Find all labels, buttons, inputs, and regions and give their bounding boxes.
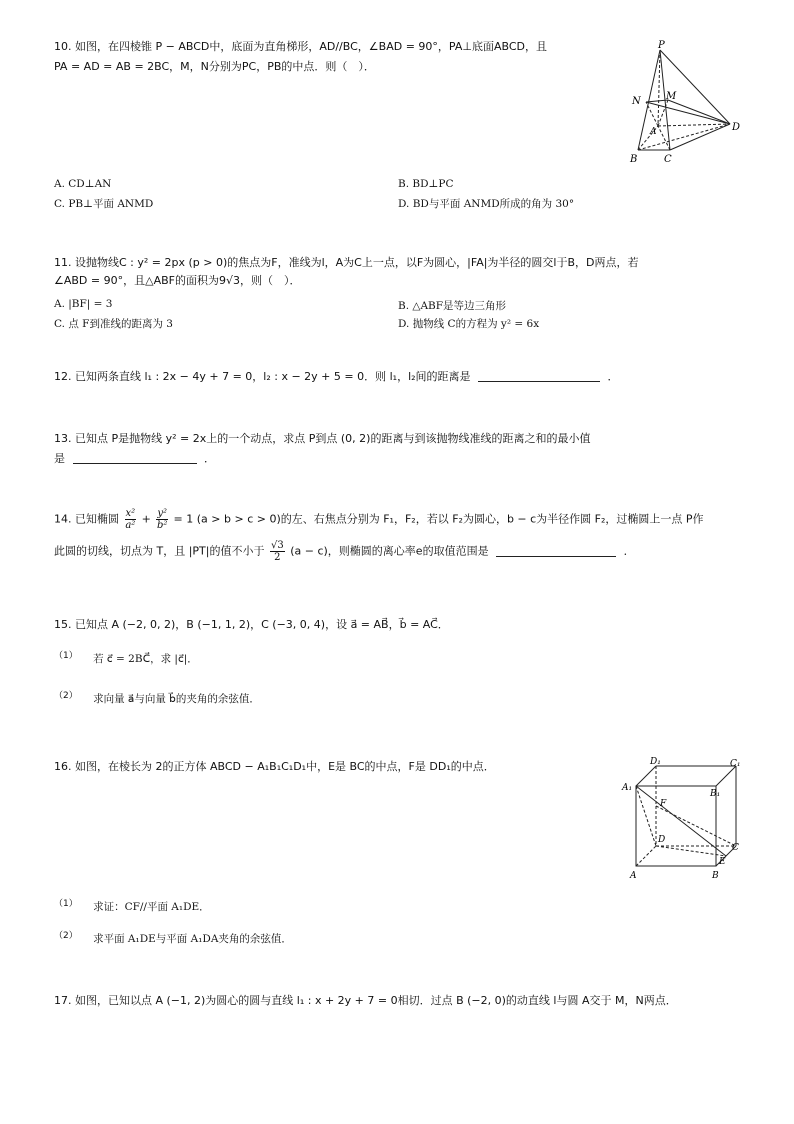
q10-option-c: C. PB⊥平面 ANMD <box>54 198 154 210</box>
q14-line1a: 14. 已知椭圆 <box>54 512 119 526</box>
pyramid-figure <box>622 38 746 168</box>
q17-stem: 17. 如图，已知以点 A (−1, 2)为圆心的圆与直线 l₁ : x + 2y + 7 = 0相切．过点 B (−2, 0)的动直线 l与圆 A交于 M，N两点． <box>54 994 677 1007</box>
q11-stem-line1: 11. 设抛物线C : y² = 2px (p > 0)的焦点为F，准线为l，A为C上一点，以F为圆心，|FA|为半径的圆交l于B，D两点，若 <box>54 256 639 269</box>
q13-stem-line1: 13. 已知点 P是抛物线 y² = 2x上的一个动点，求点 P到点 (0, 2)的距离与到该抛物线准线的距离之和的最小值 <box>54 432 591 445</box>
q11-option-c: C. 点 F到准线的距离为 3 <box>54 318 173 330</box>
q11-option-b: B. △ABF是等边三角形 <box>398 300 507 312</box>
q15-part2-number: （2） <box>54 691 78 701</box>
q14-fraction-x <box>125 508 137 531</box>
label-M: M <box>666 91 677 102</box>
label-B: B <box>630 154 638 165</box>
q14-frac1-num: x² <box>125 508 136 519</box>
q14-line2b: (a − c)，则椭圆的离心率e的取值范围是 <box>290 544 489 558</box>
label-E: E <box>719 857 726 867</box>
label-D: D <box>658 835 666 845</box>
label-B: B <box>712 871 719 880</box>
q14-stem-line1 <box>54 508 704 531</box>
q12-end: ． <box>607 370 619 383</box>
q15-part1 <box>54 648 198 666</box>
q14-frac1-den: a² <box>125 520 136 531</box>
q14-frac3-num: √3 <box>270 540 284 551</box>
label-P: P <box>658 40 665 51</box>
q15-part1-number: （1） <box>54 651 78 661</box>
label-B1: B₁ <box>710 789 721 799</box>
q12-stem <box>54 366 744 388</box>
q16-part2 <box>54 928 292 946</box>
q14-answer-blank[interactable] <box>496 545 616 557</box>
q13-end: ． <box>204 452 215 465</box>
q14-frac3-den: 2 <box>274 552 281 563</box>
q16-part1-text: 求证：CF//平面 A₁DE． <box>93 901 210 913</box>
q13-line2-text: 是 <box>54 452 65 465</box>
q16-part2-number: （2） <box>54 931 78 941</box>
q14-line1b: = 1 (a > b > c > 0)的左、右焦点分别为 F₁，F₂，若以 F₂为圆心，b − c为半径作圆 F₂，过椭圆上一点 P作 <box>173 512 704 526</box>
q11-option-a: A. |BF| = 3 <box>54 298 113 310</box>
label-A: A <box>650 127 657 137</box>
label-C: C <box>732 843 739 853</box>
q12-answer-blank[interactable] <box>478 370 600 382</box>
q13-answer-blank[interactable] <box>73 452 197 464</box>
label-D1: D₁ <box>650 757 661 767</box>
label-A: A <box>630 871 637 880</box>
q14-frac2-num: y² <box>157 508 168 519</box>
q15-part2-text: 求向量 a⃗与向量 b⃗的夹角的余弦值． <box>93 693 260 705</box>
q11-stem-line2: ∠ABD = 90°，且△ABF的面积为9√3，则（ ）． <box>54 274 301 287</box>
q10-stem-line2: PA = AD = AB = 2BC，M，N分别为PC，PB的中点．则（ ）． <box>54 60 375 73</box>
cube-figure <box>620 756 744 880</box>
q16-part2-text: 求平面 A₁DE与平面 A₁DA夹角的余弦值． <box>93 933 292 945</box>
q14-plus: + <box>141 512 151 526</box>
q14-end: ． <box>623 544 635 558</box>
q14-stem-line2 <box>54 540 635 563</box>
q16-stem: 16. 如图，在棱长为 2的正方体 ABCD − A₁B₁C₁D₁中，E是 BC的中点，F是 DD₁的中点． <box>54 760 495 773</box>
q14-fraction-sqrt3 <box>270 540 285 563</box>
q16-part1-number: （1） <box>54 899 78 909</box>
label-D: D <box>732 122 741 133</box>
q12-text: 12. 已知两条直线 l₁ : 2x − 4y + 7 = 0，l₂ : x − 2y + 5 = 0．则 l₁，l₂间的距离是 <box>54 370 471 383</box>
q15-part2 <box>54 688 260 706</box>
label-F: F <box>660 799 667 809</box>
q14-line2a: 此圆的切线，切点为 T，且 |PT|的值不小于 <box>54 544 265 558</box>
q11-option-d: D. 抛物线 C的方程为 y² = 6x <box>398 318 540 330</box>
label-A1: A₁ <box>622 783 633 793</box>
label-C1: C₁ <box>730 759 741 769</box>
q14-fraction-y <box>156 508 168 531</box>
q13-stem-line2 <box>54 448 744 470</box>
q10-option-a: A. CD⊥AN <box>54 178 112 190</box>
q15-stem: 15. 已知点 A (−2, 0, 2)，B (−1, 1, 2)，C (−3, 0, 4)，设 a⃗ = AB⃗，b⃗ = AC⃗． <box>54 618 449 631</box>
q15-part1-text: 若 c⃗ = 2BC⃗，求 |c⃗|． <box>93 653 198 665</box>
q16-part1 <box>54 896 210 914</box>
q10-option-b: B. BD⊥PC <box>398 178 454 190</box>
q10-stem-line1: 10. 如图，在四棱锥 P − ABCD中，底面为直角梯形，AD//BC，∠BAD = 90°，PA⊥底面ABCD，且 <box>54 40 547 53</box>
label-N: N <box>632 96 641 107</box>
label-C: C <box>664 154 672 165</box>
q10-option-d: D. BD与平面 ANMD所成的角为 30° <box>398 198 575 210</box>
q14-frac2-den: b² <box>157 520 168 531</box>
